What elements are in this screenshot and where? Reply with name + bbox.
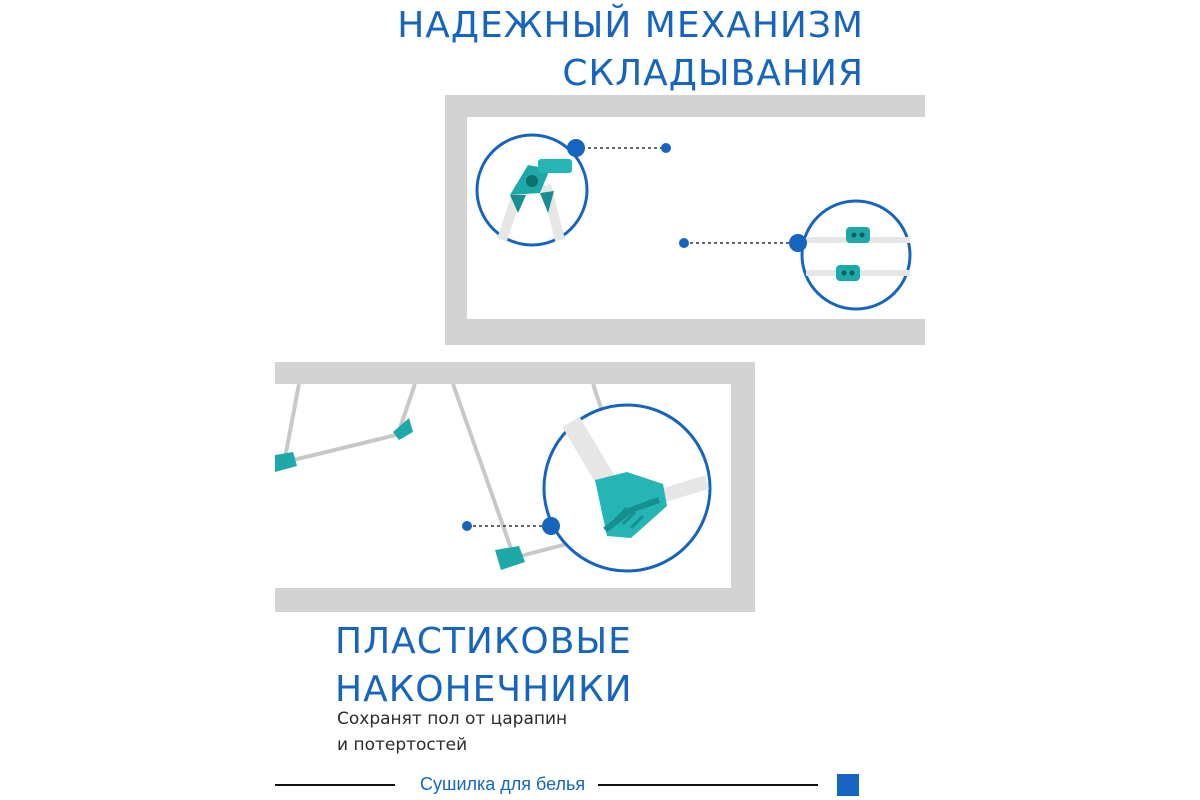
folding-mechanism-illustration <box>440 95 930 347</box>
footer-line-left <box>275 784 395 786</box>
tips-description-line2: и потертостей <box>337 735 468 755</box>
connector-dot-foot-start <box>462 521 472 531</box>
foot-callout-dot <box>542 517 560 535</box>
tips-description-line1: Сохранят пол от царапин <box>337 709 568 729</box>
heading-folding-line2: СКЛАДЫВАНИЯ <box>562 53 864 94</box>
heading-folding-mechanism <box>304 2 864 98</box>
heading-tips-line2: НАКОНЕЧНИКИ <box>335 669 633 710</box>
hinge-callout-dot <box>567 139 585 157</box>
square-marker-icon <box>837 774 859 796</box>
clips-callout-dot <box>789 234 807 252</box>
heading-plastic-tips <box>335 618 633 714</box>
tips-description <box>337 706 567 758</box>
connector-dot-clips-start <box>679 238 689 248</box>
plastic-foot-icon <box>544 405 710 571</box>
connector-dot-hinge-end <box>661 143 671 153</box>
heading-folding-line1: НАДЕЖНЫЙ МЕХАНИЗМ <box>397 5 864 46</box>
heading-tips-line1: ПЛАСТИКОВЫЕ <box>335 621 632 662</box>
plastic-tips-illustration <box>275 360 760 615</box>
line-clips-icon <box>802 201 910 309</box>
small-foot-tips <box>275 418 525 570</box>
footer-product-label: Сушилка для белья <box>420 774 586 794</box>
footer-line-right <box>598 784 818 786</box>
